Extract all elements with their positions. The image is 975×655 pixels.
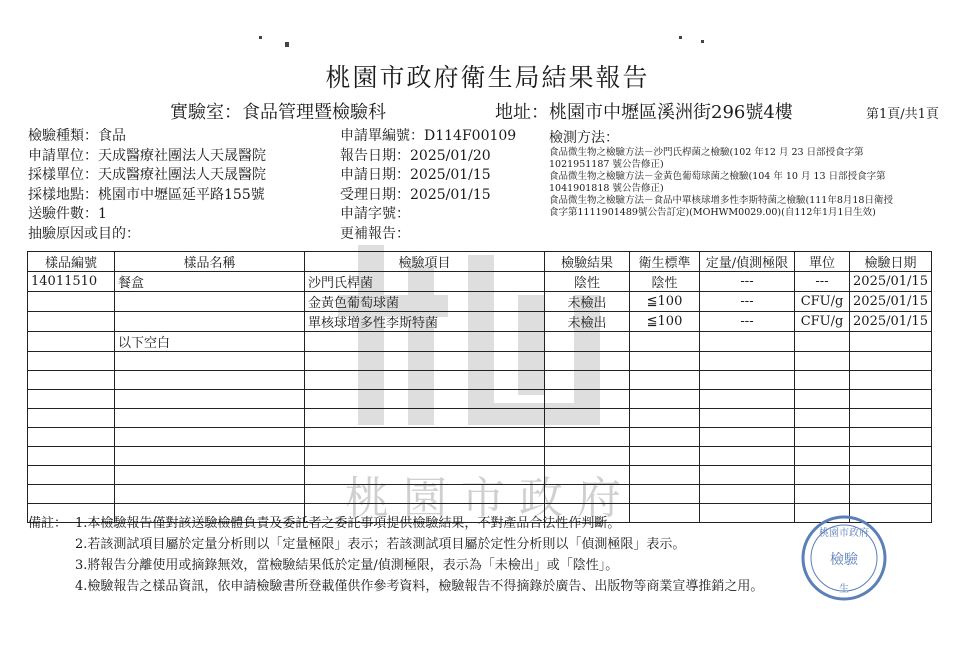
table-row [28, 447, 932, 466]
cell-standard [630, 485, 700, 504]
table-row [28, 371, 932, 390]
info-value: 1 [98, 206, 107, 222]
cell-result [545, 371, 630, 390]
cell-test-item [305, 371, 545, 390]
note-item: 4.檢驗報告之樣品資訊，依申請檢驗書所登載僅供作參考資料，檢驗報告不得摘錄於廣告、出版物等商業宣導推銷之用。 [75, 579, 764, 594]
info-label: 送驗件數： [28, 206, 98, 222]
scan-speck [701, 40, 704, 43]
cell-unit [795, 447, 850, 466]
cell-unit [795, 332, 850, 352]
cell-sample-name [115, 390, 305, 409]
cell-unit: CFU/g [795, 312, 850, 332]
cell-standard [630, 352, 700, 371]
methods-list [549, 147, 893, 219]
cell-unit: CFU/g [795, 292, 850, 312]
lab-name: 實驗室：食品管理暨檢驗科 [170, 102, 386, 123]
table-row [28, 390, 932, 409]
info-value: 桃園市中壢區延平路155號 [98, 186, 265, 203]
seal-top-text: 桃園市政府 [819, 528, 869, 539]
cell-limit [700, 485, 795, 504]
cell-unit [795, 352, 850, 371]
table-header-row [28, 252, 932, 272]
cell-limit: --- [700, 312, 795, 332]
cell-sample-name: 餐盒 [115, 272, 305, 292]
cell-test-date [850, 371, 932, 390]
cell-unit: --- [795, 272, 850, 292]
cell-test-date [850, 332, 932, 352]
cell-sample-no [28, 292, 115, 312]
cell-sample-no: 14011510 [28, 272, 115, 292]
cell-result [545, 390, 630, 409]
cell-standard [630, 447, 700, 466]
cell-test-item [305, 466, 545, 485]
info-value: 天成醫療社團法人天晟醫院 [98, 167, 266, 183]
header-unit: 單位 [795, 252, 850, 272]
cell-limit [700, 447, 795, 466]
method-line: 食品微生物之檢驗方法－金黃色葡萄球菌之檢驗(104 年 10 月 13 日部授食字第 [549, 171, 886, 182]
cell-test-item [305, 352, 545, 371]
header-test-date: 檢驗日期 [850, 252, 932, 272]
cell-sample-no [28, 312, 115, 332]
cell-standard [630, 466, 700, 485]
info-mid [340, 127, 516, 244]
info-label: 抽驗原因或目的： [28, 225, 140, 242]
official-seal [800, 514, 888, 602]
note-item: 2.若該測試項目屬於定量分析則以「定量極限」表示；若該測試項目屬於定性分析則以「偵測極限」表示。 [75, 537, 686, 552]
cell-standard: ≦100 [630, 312, 700, 332]
cell-test-date [850, 485, 932, 504]
info-row [340, 127, 516, 147]
report-title: 桃園市政府衛生局結果報告 [325, 63, 650, 92]
cell-limit [700, 428, 795, 447]
info-value: D114F00109 [424, 128, 517, 144]
method-line: 食品微生物之檢驗方法－食品中單核球增多性李斯特菌之檢驗(111年8月18日衛授 [549, 195, 893, 206]
cell-sample-no [28, 332, 115, 352]
info-label: 申請單位： [28, 147, 98, 164]
watermark-text: 桃園市政府 [345, 473, 635, 524]
cell-limit [700, 352, 795, 371]
cell-standard: ≦100 [630, 292, 700, 312]
cell-result [545, 466, 630, 485]
cell-sample-name [115, 292, 305, 312]
cell-standard [630, 332, 700, 352]
info-label: 申請單編號： [340, 128, 424, 144]
cell-test-item [305, 390, 545, 409]
info-row [340, 166, 516, 186]
header-test-item: 檢驗項目 [305, 252, 545, 272]
cell-test-date [850, 428, 932, 447]
info-label: 採樣地點： [28, 186, 98, 203]
lab-address: 地址：桃園市中壢區溪洲街296號4樓 [495, 102, 793, 123]
cell-result [545, 332, 630, 352]
cell-sample-no [28, 485, 115, 504]
cell-result [545, 447, 630, 466]
cell-limit [700, 390, 795, 409]
cell-unit [795, 371, 850, 390]
info-label: 採樣單位： [28, 167, 98, 183]
table-row [28, 485, 932, 504]
page-number: 第1頁/共1頁 [866, 107, 939, 122]
notes-label: 備註： [28, 516, 68, 531]
notes-list [75, 513, 763, 597]
table-row [28, 352, 932, 371]
note-item: 1.本檢驗報告僅對該送驗檢體負責及委託者之委託事項提供檢驗結果，不對產品合法性作判斷。 [75, 516, 621, 531]
cell-sample-no [28, 466, 115, 485]
seal-bottom-text: 生 [839, 584, 849, 595]
scan-speck [259, 36, 262, 39]
cell-test-item [305, 485, 545, 504]
cell-sample-name [115, 466, 305, 485]
cell-result [545, 409, 630, 428]
note-item: 3.將報告分離使用或摘錄無效，當檢驗結果低於定量/偵測極限，表示為「未檢出」或「陰性」。 [75, 558, 619, 573]
table-row [28, 272, 932, 292]
info-row [28, 205, 266, 225]
info-row [28, 186, 266, 206]
methods-label: 檢測方法： [549, 130, 619, 146]
cell-test-item: 沙門氏桿菌 [305, 272, 545, 292]
cell-sample-no [28, 428, 115, 447]
table-row [28, 292, 932, 312]
method-line: 食字第1111901489號公告訂定)(MOHWM0029.00)(自112年1月1日生效) [549, 207, 876, 218]
info-row [340, 205, 516, 225]
cell-test-item: 金黃色葡萄球菌 [305, 292, 545, 312]
cell-test-date [850, 409, 932, 428]
cell-sample-name [115, 312, 305, 332]
info-label: 報告日期： [340, 147, 410, 164]
info-label: 受理日期： [340, 186, 410, 203]
table-row [28, 332, 932, 352]
info-value: 2025/01/15 [410, 186, 491, 203]
cell-sample-no [28, 409, 115, 428]
cell-sample-no [28, 390, 115, 409]
results-table [27, 251, 932, 523]
info-row [28, 166, 266, 186]
cell-unit [795, 409, 850, 428]
cell-unit [795, 428, 850, 447]
cell-result: 未檢出 [545, 292, 630, 312]
cell-test-item [305, 447, 545, 466]
table-row [28, 466, 932, 485]
info-value: 食品 [98, 128, 126, 144]
cell-sample-no [28, 447, 115, 466]
cell-standard [630, 390, 700, 409]
cell-test-date [850, 352, 932, 371]
cell-result [545, 428, 630, 447]
info-value: 天成醫療社團法人天晟醫院 [98, 147, 266, 164]
info-row [28, 127, 266, 147]
method-line: 1021951187 號公告修正) [549, 159, 664, 170]
info-value: 2025/01/20 [410, 147, 491, 164]
cell-test-date [850, 447, 932, 466]
info-row [340, 186, 516, 206]
cell-result: 未檢出 [545, 312, 630, 332]
header-sample-no: 樣品編號 [28, 252, 115, 272]
info-value: 2025/01/15 [410, 167, 491, 183]
cell-sample-name: 以下空白 [115, 332, 305, 352]
info-row [340, 225, 516, 245]
cell-test-item [305, 332, 545, 352]
header-sample-name: 樣品名稱 [115, 252, 305, 272]
cell-limit: --- [700, 292, 795, 312]
cell-limit: --- [700, 272, 795, 292]
cell-test-date: 2025/01/15 [850, 272, 932, 292]
cell-sample-name [115, 485, 305, 504]
cell-test-item [305, 409, 545, 428]
info-label: 檢驗種類： [28, 128, 98, 144]
cell-result: 陰性 [545, 272, 630, 292]
cell-result [545, 352, 630, 371]
method-line: 1041901818 號公告修正) [549, 183, 664, 194]
cell-unit [795, 390, 850, 409]
cell-test-item [305, 428, 545, 447]
cell-test-item: 單核球增多性李斯特菌 [305, 312, 545, 332]
cell-result [545, 485, 630, 504]
cell-sample-name [115, 371, 305, 390]
cell-sample-name [115, 447, 305, 466]
info-label: 申請日期： [340, 167, 410, 183]
cell-standard [630, 371, 700, 390]
cell-test-date [850, 466, 932, 485]
table-row [28, 312, 932, 332]
cell-sample-name [115, 352, 305, 371]
table-body [28, 272, 932, 523]
info-row [28, 225, 266, 245]
info-row [28, 147, 266, 167]
cell-limit [700, 332, 795, 352]
cell-sample-no [28, 352, 115, 371]
seal-middle-text: 檢驗 [830, 552, 858, 568]
cell-limit [700, 371, 795, 390]
cell-standard: 陰性 [630, 272, 700, 292]
header-result: 檢驗結果 [545, 252, 630, 272]
scan-speck [285, 42, 289, 47]
cell-test-date: 2025/01/15 [850, 292, 932, 312]
info-left [28, 127, 266, 244]
info-label: 申請字號： [340, 206, 410, 222]
cell-limit [700, 409, 795, 428]
cell-standard [630, 428, 700, 447]
scan-speck [679, 36, 682, 39]
cell-limit [700, 466, 795, 485]
table-row [28, 428, 932, 447]
table-row [28, 409, 932, 428]
info-row [340, 147, 516, 167]
cell-sample-name [115, 428, 305, 447]
info-label: 更補報告： [340, 225, 410, 242]
cell-standard [630, 409, 700, 428]
cell-unit [795, 485, 850, 504]
cell-test-date: 2025/01/15 [850, 312, 932, 332]
header-limit: 定量/偵測極限 [700, 252, 795, 272]
cell-sample-name [115, 409, 305, 428]
cell-unit [795, 466, 850, 485]
cell-test-date [850, 390, 932, 409]
cell-sample-no [28, 371, 115, 390]
method-line: 食品微生物之檢驗方法－沙門氏桿菌之檢驗(102 年12 月 23 日部授食字第 [549, 147, 864, 158]
header-standard: 衛生標準 [630, 252, 700, 272]
